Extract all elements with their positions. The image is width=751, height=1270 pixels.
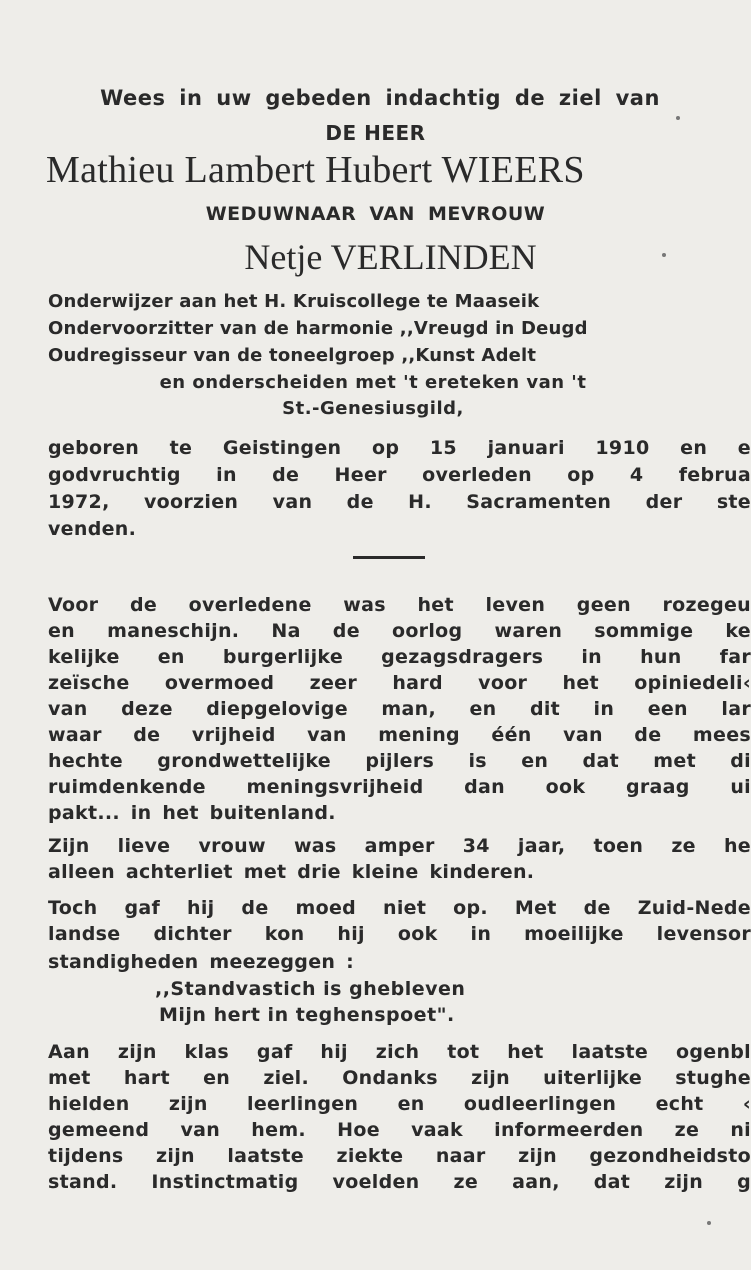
text-line: en maneschijn. Na de oorlog waren sommige ke: [48, 620, 751, 642]
birth-death-line: godvruchtig in de Heer overleden op 4 februa: [48, 464, 751, 486]
text-line: alleen achterliet met drie kleine kinderen.: [48, 861, 535, 883]
text-line: standigheden meezeggen :: [48, 951, 355, 973]
text-line: Voor de overledene was het leven geen rozegeu: [48, 594, 751, 616]
text-line: met hart en ziel. Ondanks zijn uiterlijke stughe: [48, 1067, 751, 1089]
deceased-name: Mathieu Lambert Hubert WIEERS: [46, 149, 585, 191]
bio-line: St.-Genesiusgild,: [282, 398, 464, 419]
text-line: zeïsche overmoed zeer hard voor het opiniedeli‹: [48, 672, 751, 694]
text-line: Aan zijn klas gaf hij zich tot het laatste ogenbl: [48, 1041, 751, 1063]
text-line: hechte grondwettelijke pijlers is en dat met di: [48, 750, 751, 772]
text-line: tijdens zijn laatste ziekte naar zijn gezondheidsto: [48, 1145, 751, 1167]
text-line: pakt... in het buitenland.: [48, 802, 336, 824]
poem-line: ,,Standvastich is ghebleven: [155, 978, 466, 1000]
text-line: landse dichter kon hij ook in moeilijke levensor: [48, 923, 751, 945]
intro-line: Wees in uw gebeden indachtig de ziel van: [100, 86, 660, 110]
poem-line: Mijn hert in teghenspoet".: [159, 1004, 455, 1026]
title-line: DE HEER: [325, 121, 426, 145]
widow-of-line: WEDUWNAAR VAN MEVROUW: [205, 203, 546, 225]
bio-line: Ondervoorzitter van de harmonie ,,Vreugd in Deugd: [48, 318, 588, 339]
spouse-name: Netje VERLINDEN: [244, 237, 537, 277]
birth-death-line: venden.: [48, 518, 137, 540]
birth-death-line: geboren te Geistingen op 15 januari 1910 en e: [48, 437, 751, 459]
text-line: ruimdenkende meningsvrijheid dan ook graag ui: [48, 776, 751, 798]
bio-line: en onderscheiden met 't ereteken van 't: [159, 372, 587, 393]
text-line: kelijke en burgerlijke gezagsdragers in hun far: [48, 646, 751, 668]
text-line: gemeend van hem. Hoe vaak informeerden ze ni: [48, 1119, 751, 1141]
text-line: Toch gaf hij de moed niet op. Met de Zuid-Nede: [48, 897, 751, 919]
text-line: hielden zijn leerlingen en oudleerlingen echt ‹: [48, 1093, 751, 1115]
bio-line: Onderwijzer aan het H. Kruiscollege te Maaseik: [48, 291, 540, 312]
print-speck: [662, 253, 666, 257]
text-line: stand. Instinctmatig voelden ze aan, dat zijn g: [48, 1171, 751, 1193]
bio-line: Oudregisseur van de toneelgroep ,,Kunst Adelt: [48, 345, 537, 366]
text-line: van deze diepgelovige man, en dit in een lar: [48, 698, 751, 720]
divider-rule: [353, 556, 425, 559]
birth-death-line: 1972, voorzien van de H. Sacramenten der ste: [48, 491, 751, 513]
text-line: waar de vrijheid van mening één van de mees: [48, 724, 751, 746]
print-speck: [707, 1221, 711, 1225]
print-speck: [676, 116, 680, 120]
text-line: Zijn lieve vrouw was amper 34 jaar, toen ze he: [48, 835, 751, 857]
